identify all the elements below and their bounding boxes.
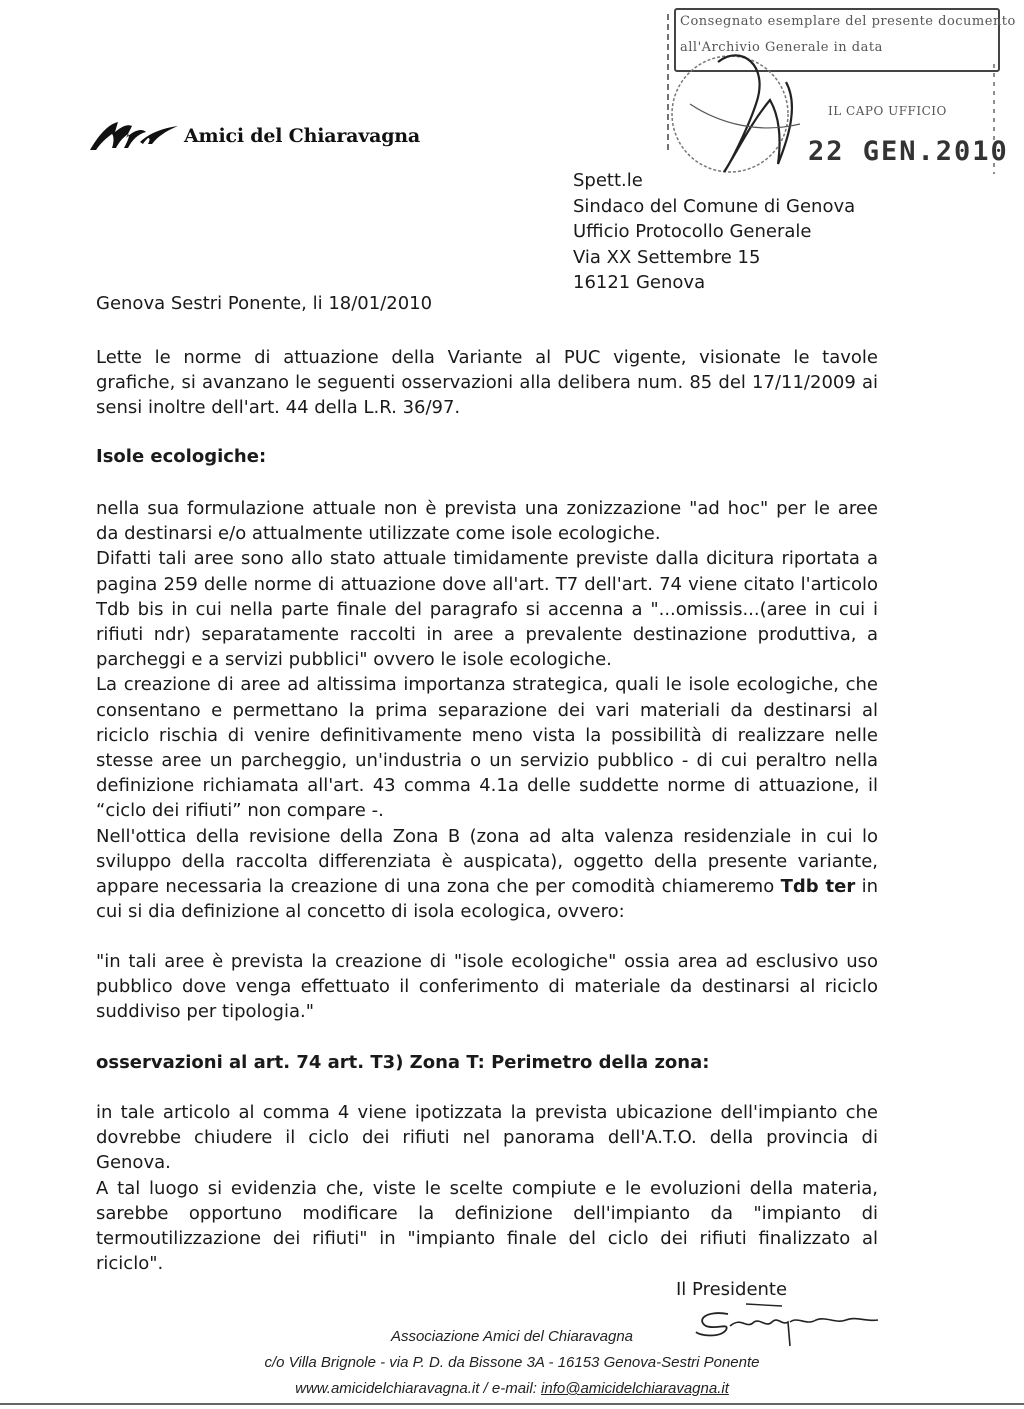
stamp-office: IL CAPO UFFICIO: [828, 104, 947, 118]
footer-contacts: [0, 1380, 1024, 1397]
section-heading-isole: Isole ecologiche:: [96, 446, 267, 467]
paragraph-tdb-ter: [96, 824, 878, 925]
footer-website: www.amicidelchiaravagna.it: [295, 1380, 480, 1397]
intro-text: Lette le norme di attuazione della Variante al PUC vigente, visionate le tavole grafiche, si avanzano le seguenti osservazioni alla delibera num. 85 del 17/11/2009 ai sensi inoltre dell'art. 44 della L.R. 36/97.: [96, 347, 878, 419]
stamp-line-1: Consegnato esemplare del presente documento: [680, 14, 1016, 29]
place-and-date: Genova Sestri Ponente, li 18/01/2010: [96, 293, 433, 314]
quoted-definition: [96, 949, 878, 1025]
intro-paragraph: [96, 345, 878, 421]
paragraph: Difatti tali aree sono allo stato attuale timidamente previste dalla dicitura riportata a pagina 259 delle norme di attuazione dove all'art. T7 dell'art. 74 viene citato l'articolo Tdb bis in cui nella parte finale del paragrafo si accenna a "...omissis...(aree in cui i rifiuti ndr) separatamente raccolti in aree a prevalente destinazione produttiva, a parcheggi e a servizi pubblici" ovvero le isole ecologiche.: [96, 548, 878, 671]
quote-text: "in tali aree è prevista la creazione di "isole ecologiche" ossia area ad esclusivo uso pubblico dove venga effettuato il conferimento di materiale da destinarsi al riciclo suddiviso per tipologia.": [96, 951, 878, 1023]
paragraph: La creazione di aree ad altissima importanza strategica, quali le isole ecologiche, che consentano e permettano la prima separazione dei vari materiali da destinarsi al riciclo rischia di venire definitivamente meno vista la possibilità di realizzare nelle stesse aree un parcheggio, un'industria o un servizio pubblico - di cui peraltro nella definizione richiamata all'art. 43 comma 4.1a delle suddette norme di attuazione, il “ciclo dei rifiuti” non compare -.: [96, 674, 878, 822]
addressee-line: Ufficio Protocollo Generale: [573, 221, 812, 242]
stamp-date: 22 GEN.2010: [808, 136, 1009, 167]
section-body-isole: [96, 496, 878, 924]
section-heading-zona-t: osservazioni al art. 74 art. T3) Zona T: Perimetro della zona:: [96, 1052, 710, 1073]
paragraph: in tale articolo al comma 4 viene ipotizzata la prevista ubicazione dell'impianto che dovrebbe chiudere il ciclo dei rifiuti nel panorama dell'A.T.O. della provincia di Genova.: [96, 1102, 878, 1174]
swoosh-logo-icon: [88, 118, 180, 154]
paragraph: A tal luogo si evidenzia che, viste le scelte compiute e le evoluzioni della materia, sarebbe opportuno modificare la definizione dell'impianto da "impianto di termoutilizzazione dei rifiuti" in "impianto finale del ciclo dei rifiuti finalizzato al riciclo".: [96, 1177, 878, 1275]
addressee-line: 16121 Genova: [573, 272, 706, 293]
footer-email-link[interactable]: info@amicidelchiaravagna.it: [541, 1380, 729, 1397]
signature-title: Il Presidente: [676, 1279, 788, 1300]
logo-text: Amici del Chiaravagna: [184, 125, 421, 147]
paragraph-text: in cui si dia definizione al concetto di isola ecologica, ovvero:: [96, 876, 878, 923]
paragraph: nella sua formulazione attuale non è prevista una zonizzazione "ad hoc" per le aree da destinarsi e/o attualmente utilizzate come isole ecologiche.: [96, 498, 878, 545]
scan-bottom-edge: [0, 1400, 1024, 1409]
addressee-line: Spett.le: [573, 170, 643, 191]
paragraph-text: Nell'ottica della revisione della Zona B (zona ad alta valenza residenziale in cui lo sviluppo della raccolta differenziata è auspicata), oggetto della presente variante, appare necessaria la creazione di una zona che per comodità chiameremo: [96, 825, 878, 898]
footer-org: Associazione Amici del Chiaravagna: [390, 1328, 634, 1345]
addressee-line: Via XX Settembre 15: [573, 246, 761, 268]
addressee-line: Sindaco del Comune di Genova: [573, 195, 856, 217]
protocol-stamp: [660, 4, 1016, 184]
addressee-block: [573, 168, 855, 296]
stamp-line-2: all'Archivio Generale in data: [680, 40, 883, 55]
section-body-zona-t: [96, 1100, 878, 1276]
bold-term: Tdb ter: [780, 876, 856, 898]
footer-address: c/o Villa Brignole - via P. D. da Bissone 3A - 16153 Genova-Sestri Ponente: [264, 1354, 760, 1371]
footer-separator: / e-mail:: [479, 1380, 542, 1397]
association-logo: [88, 118, 420, 154]
